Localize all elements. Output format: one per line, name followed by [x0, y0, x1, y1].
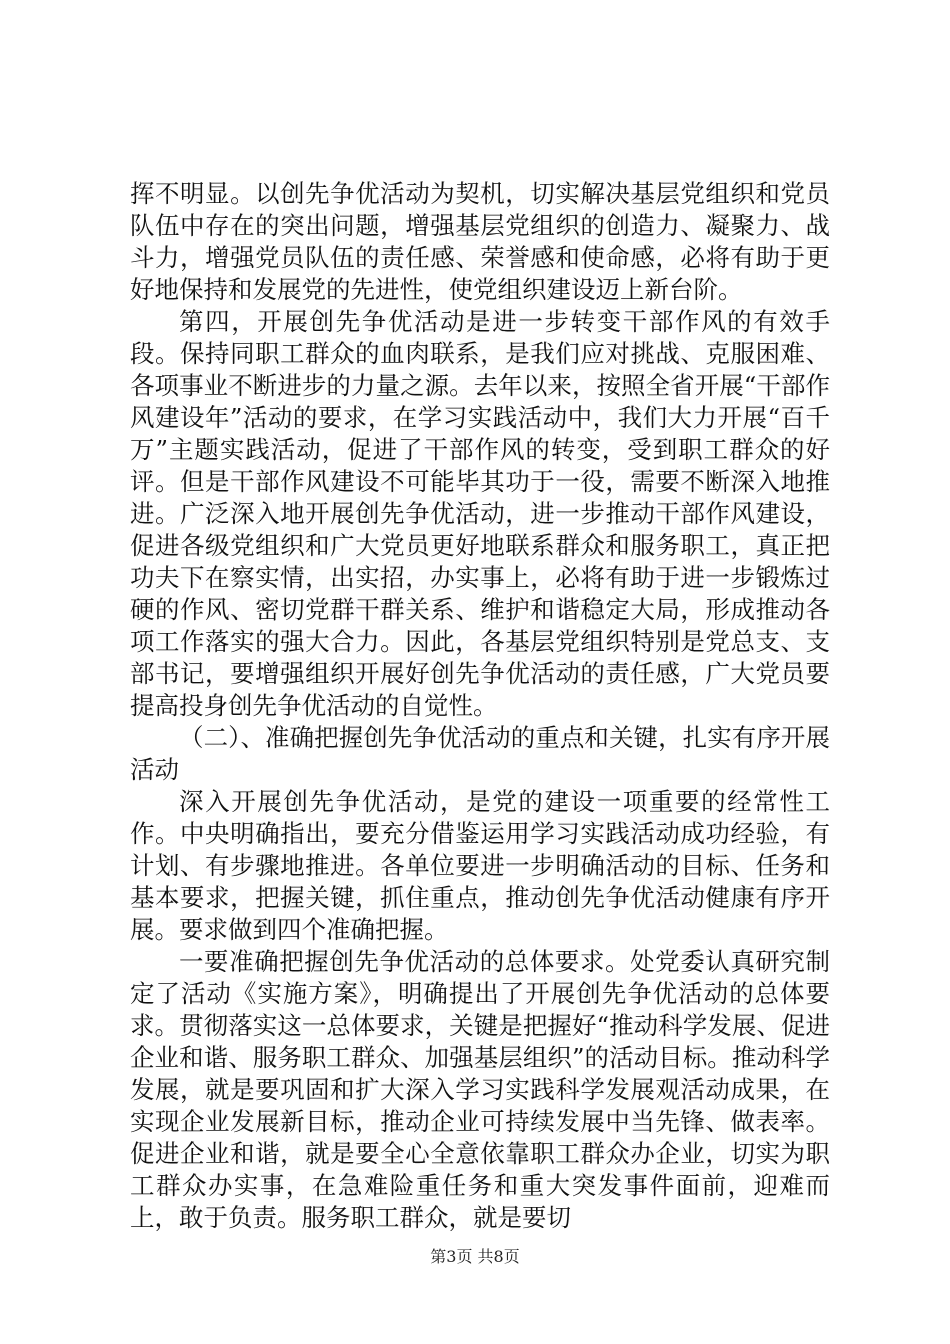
paragraph-section-intro: 深入开展创先争优活动，是党的建设一项重要的经常性工作。中央明确指出，要充分借鉴运用学习实践活动成功经验，有计划、有步骤地推进。各单位要进一步明确活动的目标、任务和基本要求，把握关键，抓住重点，推动创先争优活动健康有序开展。要求做到四个准确把握。 [130, 787, 830, 944]
paragraph-fourth-point: 第四，开展创先争优活动是进一步转变干部作风的有效手段。保持同职工群众的血肉联系，是我们应对挑战、克服困难、各项事业不断进步的力量之源。去年以来，按照全省开展“干部作风建设年”活动的要求，在学习实践活动中，我们大力开展“百千万”主题实践活动，促进了干部作风的转变，受到职工群众的好评。但是干部作风建设不可能毕其功于一役，需要不断深入地推进。广泛深入地开展创先争优活动，进一步推动干部作风建设，促进各级党组织和广大党员更好地联系群众和服务职工，真正把功夫下在察实情，出实招，办实事上，必将有助于进一步锻炼过硬的作风、密切党群干群关系、维护和谐稳定大局，形成推动各项工作落实的强大合力。因此，各基层党组织特别是党总支、支部书记，要增强组织开展好创先争优活动的责任感，广大党员要提高投身创先争优活动的自觉性。 [130, 307, 830, 720]
document-body [130, 178, 830, 1234]
paragraph-continuation: 挥不明显。以创先争优活动为契机，切实解决基层党组织和党员队伍中存在的突出问题，增强基层党组织的创造力、凝聚力、战斗力，增强党员队伍的责任感、荣誉感和使命感，必将有助于更好地保持和发展党的先进性，使党组织建设迈上新台阶。 [130, 179, 830, 304]
paragraph-requirement-one: 一要准确把握创先争优活动的总体要求。处党委认真研究制定了活动《实施方案》，明确提出了开展创先争优活动的总体要求。贯彻落实这一总体要求，关键是把握好“推动科学发展、促进企业和谐、服务职工群众、加强基层组织”的活动目标。推动科学发展，就是要巩固和扩大深入学习实践科学发展观活动成果，在实现企业发展新目标，推动企业可持续发展中当先锋、做表率。促进企业和谐，就是要全心全意依靠职工群众办企业，切实为职工群众办实事，在急难险重任务和重大突发事件面前，迎难而上，敢于负责。服务职工群众，就是要切 [130, 947, 830, 1232]
section-heading-2: （二）、准确把握创先争优活动的重点和关键，扎实有序开展活动 [130, 723, 830, 784]
page-number-footer: 第3页 共8页 [430, 1247, 520, 1266]
